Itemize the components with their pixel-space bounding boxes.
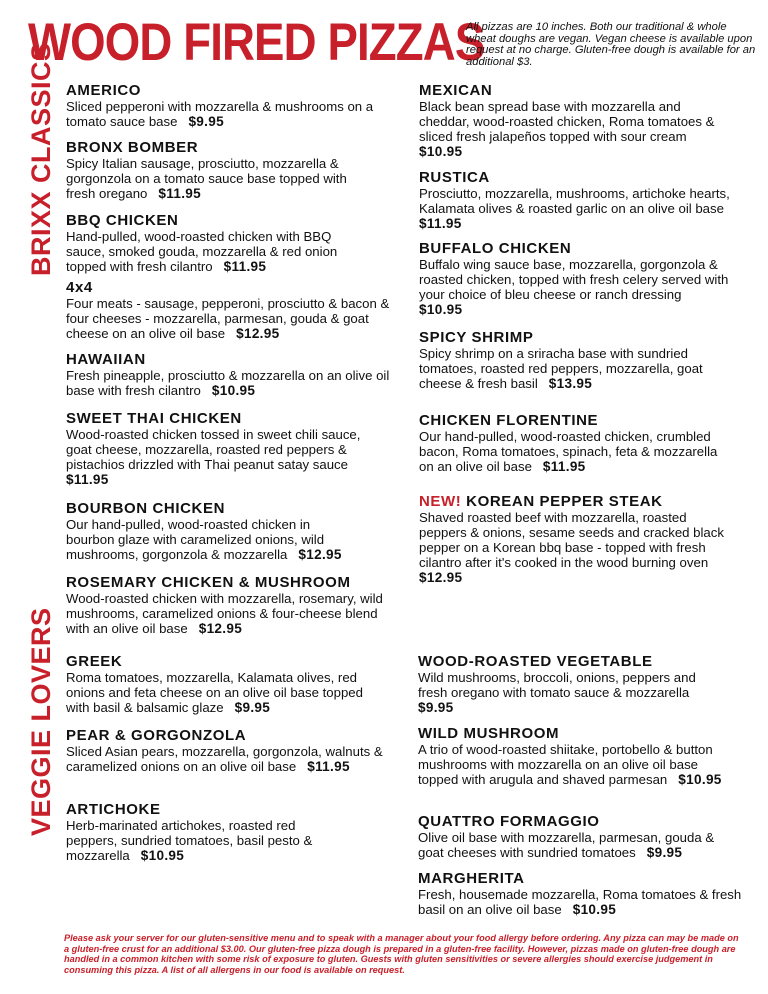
- item-name: GREEK: [66, 653, 123, 670]
- item-name: SWEET THAI CHICKEN: [66, 410, 242, 427]
- item-name: WOOD-ROASTED VEGETABLE: [418, 653, 653, 670]
- menu-item-greek: [66, 653, 378, 715]
- item-price: $12.95: [419, 570, 463, 585]
- item-name: PEAR & GORGONZOLA: [66, 727, 247, 744]
- menu-item-rustica: [419, 169, 749, 231]
- menu-item-spicy-shrimp: [419, 329, 719, 391]
- item-description: Herb-marinated artichokes, roasted red peppers, sundried tomatoes, basil pesto & mozzarella: [66, 818, 313, 863]
- menu-item-chicken-florentine: [419, 412, 735, 474]
- menu-item-sweet-thai-chicken: [66, 410, 378, 487]
- allergy-disclaimer: Please ask your server for our gluten-sensitive menu and to speak with a manager about your food allergy before ordering. Any pizza can may be made on a gluten-free crust for an additional $3.00. Our gluten-free pizza dough is prepared in a gluten-free facility. However, pizzas made on gluten-free dough are handled in a common kitchen with some risk of exposure to gluten. Guests with gluten sensitivities or severe allergies should exercise judgement in consuming this pizza. A list of all allergens in our food is available on request.: [64, 933, 739, 975]
- item-price: $11.95: [307, 759, 350, 774]
- menu-item-hawaiian: [66, 351, 392, 398]
- item-price: $12.95: [298, 547, 342, 562]
- item-name: BOURBON CHICKEN: [66, 500, 225, 517]
- item-name: 4x4: [66, 279, 93, 296]
- item-name: BUFFALO CHICKEN: [419, 240, 572, 257]
- item-price: $9.95: [646, 845, 683, 860]
- item-price: $9.95: [418, 700, 454, 715]
- item-name: ARTICHOKE: [66, 801, 161, 818]
- item-price: $11.95: [419, 216, 462, 231]
- item-price: $11.95: [542, 459, 586, 474]
- menu-item-mexican: [419, 82, 719, 159]
- menu-item-wood-roasted-vegetable: [418, 653, 718, 715]
- menu-item-4x4: [66, 279, 392, 341]
- item-description: Sliced pepperoni with mozzarella & mushrooms on a tomato sauce base: [66, 99, 374, 129]
- section-label-brixx-classics: BRIXX CLASSICS: [26, 42, 56, 276]
- item-name: BBQ CHICKEN: [66, 212, 179, 229]
- item-description: Black bean spread base with mozzarella and cheddar, wood-roasted chicken, Roma tomatoes & sliced fresh jalapeños topped with sour cream: [419, 99, 715, 144]
- item-description: Our hand-pulled, wood-roasted chicken, crumbled bacon, Roma tomatoes, spinach, feta & mozzarella on an olive oil base: [419, 429, 718, 474]
- menu-item-quattro-formaggio: [418, 813, 738, 860]
- item-description: Prosciutto, mozzarella, mushrooms, artichoke hearts, Kalamata olives & roasted garlic on an olive oil base: [419, 186, 730, 216]
- item-price: $11.95: [223, 259, 267, 274]
- item-name: ROSEMARY CHICKEN & MUSHROOM: [66, 574, 351, 591]
- item-name: WILD MUSHROOM: [418, 725, 560, 742]
- item-description: Roma tomatoes, mozzarella, Kalamata olives, red onions and feta cheese on an olive oil base topped with basil & balsamic glaze: [66, 670, 363, 715]
- dough-note: All pizzas are 10 inches. Both our traditional & whole wheat doughs are vegan. Vegan cheese is available upon request at no charge. Gluten-free dough is available for an additional $3.: [466, 21, 756, 68]
- section-label-veggie-lovers: VEGGIE LOVERS: [26, 607, 56, 836]
- item-name: HAWAIIAN: [66, 351, 146, 368]
- item-description: Fresh pineapple, prosciutto & mozzarella on an olive oil base with fresh cilantro: [66, 368, 390, 398]
- item-price: $13.95: [548, 376, 593, 391]
- item-price: $10.95: [678, 772, 722, 787]
- item-description: Spicy shrimp on a sriracha base with sundried tomatoes, roasted red peppers, mozzarella, goat cheese & fresh basil: [419, 346, 703, 391]
- item-description: Buffalo wing sauce base, mozzarella, gorgonzola & roasted chicken, topped with fresh celery served with your choice of bleu cheese or ranch dressing: [419, 257, 729, 302]
- menu-item-bronx-bomber: [66, 139, 366, 201]
- item-price: $12.95: [236, 326, 280, 341]
- menu-item-pear-gorgonzola: [66, 727, 388, 774]
- item-name: AMERICO: [66, 82, 142, 99]
- menu-item-margherita: [418, 870, 752, 917]
- item-price: $10.95: [419, 144, 463, 159]
- item-description: Wild mushrooms, broccoli, onions, peppers and fresh oregano with tomato sauce & mozzarella: [418, 670, 696, 700]
- new-badge: NEW!: [419, 493, 462, 510]
- item-name: MARGHERITA: [418, 870, 525, 887]
- item-price: $10.95: [211, 383, 256, 398]
- item-description: A trio of wood-roasted shiitake, portobello & button mushrooms with mozzarella on an olive oil base topped with arugula and shaved parmesan: [418, 742, 713, 787]
- item-name: QUATTRO FORMAGGIO: [418, 813, 600, 830]
- item-price: $10.95: [419, 302, 463, 317]
- item-description: Hand-pulled, wood-roasted chicken with BBQ sauce, smoked gouda, mozzarella & red onion topped with fresh cilantro: [66, 229, 338, 274]
- item-name: SPICY SHRIMP: [419, 329, 534, 346]
- menu-item-buffalo-chicken: [419, 240, 733, 317]
- item-price: $11.95: [66, 472, 109, 487]
- menu-item-bourbon-chicken: [66, 500, 362, 562]
- menu-item-artichoke: [66, 801, 328, 863]
- menu-item-bbq-chicken: [66, 212, 356, 274]
- item-description: Sliced Asian pears, mozzarella, gorgonzola, walnuts & caramelized onions on an olive oil base: [66, 744, 383, 774]
- item-description: Our hand-pulled, wood-roasted chicken in bourbon glaze with caramelized onions, wild mushrooms, gorgonzola & mozzarella: [66, 517, 325, 562]
- item-price: $11.95: [158, 186, 202, 201]
- menu-item-americo: [66, 82, 396, 129]
- menu-item-rosemary-chicken: [66, 574, 386, 636]
- item-price: $10.95: [140, 848, 185, 863]
- item-name: MEXICAN: [419, 82, 493, 99]
- item-description: Olive oil base with mozzarella, parmesan, gouda & goat cheeses with sundried tomatoes: [418, 830, 715, 860]
- item-description: Wood-roasted chicken tossed in sweet chili sauce, goat cheese, mozzarella, roasted red peppers & pistachios drizzled with Thai peanut satay sauce: [66, 427, 361, 472]
- item-name: BRONX BOMBER: [66, 139, 199, 156]
- item-description: Spicy Italian sausage, prosciutto, mozzarella & gorgonzola on a tomato sauce base topped with fresh oregano: [66, 156, 347, 201]
- item-name: RUSTICA: [419, 169, 490, 186]
- item-name: CHICKEN FLORENTINE: [419, 412, 599, 429]
- item-price: $10.95: [572, 902, 617, 917]
- item-description: Wood-roasted chicken with mozzarella, rosemary, wild mushrooms, caramelized onions & four-cheese blend with an olive oil base: [66, 591, 383, 636]
- item-description: Shaved roasted beef with mozzarella, roasted peppers & onions, sesame seeds and cracked black pepper on a Korean bbq base - topped with fresh cilantro after it's cooked in the wood burning oven: [419, 510, 724, 570]
- item-price: $9.95: [188, 114, 224, 129]
- page-title: WOOD FIRED PIZZAS: [28, 13, 485, 72]
- item-description: Fresh, housemade mozzarella, Roma tomatoes & fresh basil on an olive oil base: [418, 887, 742, 917]
- menu-item-wild-mushroom: [418, 725, 736, 787]
- item-description: Four meats - sausage, pepperoni, prosciutto & bacon & four cheeses - mozzarella, parmesan, gouda & goat cheese on an olive oil base: [66, 296, 390, 341]
- menu-item-korean-pepper-steak: [419, 493, 737, 585]
- item-price: $9.95: [234, 700, 271, 715]
- item-name: KOREAN PEPPER STEAK: [466, 493, 663, 510]
- item-price: $12.95: [198, 621, 243, 636]
